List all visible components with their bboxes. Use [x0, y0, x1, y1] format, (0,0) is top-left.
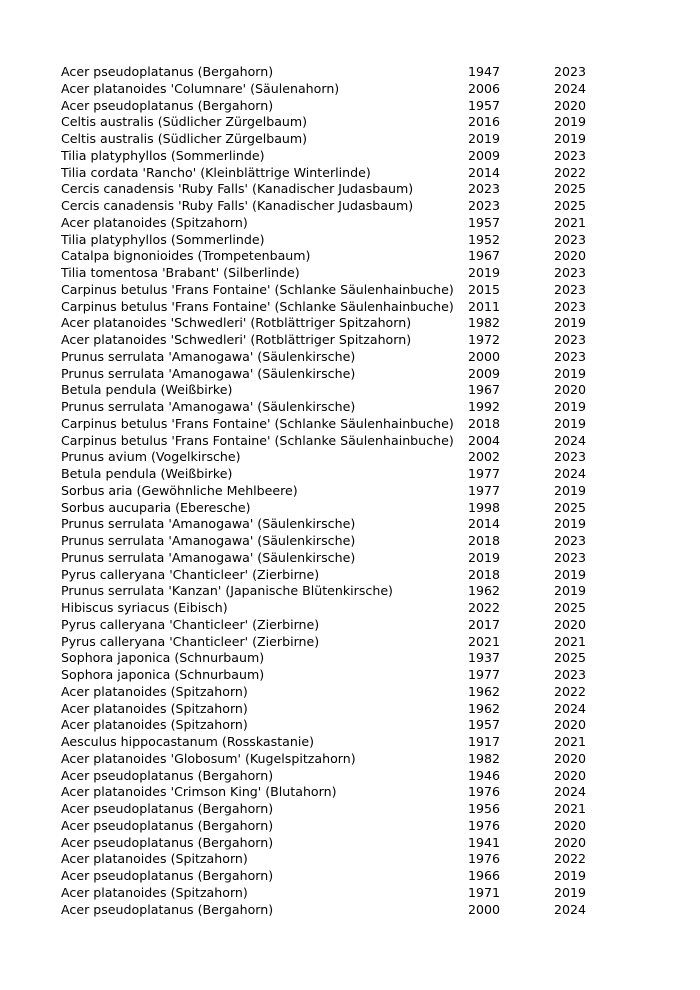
- table-row: [61, 282, 614, 299]
- table-row: [61, 165, 614, 182]
- table-row: [61, 382, 614, 399]
- table-row: [61, 483, 614, 500]
- species-cell: Betula pendula (Weißbirke): [61, 466, 233, 481]
- species-cell: Acer pseudoplatanus (Bergahorn): [61, 817, 274, 833]
- planted-year-cell: 2022: [468, 600, 501, 615]
- species-cell: Tilia platyphyllos (Sommerlinde): [61, 147, 265, 163]
- species-cell: Hibiscus syriacus (Eibisch): [61, 600, 228, 615]
- table-row: [61, 617, 614, 634]
- checked-year-cell: 2021: [554, 801, 587, 816]
- checked-year-cell: 2019: [554, 566, 587, 582]
- planted-year-cell: 1982: [468, 315, 501, 331]
- species-cell: Acer pseudoplatanus (Bergahorn): [61, 64, 274, 79]
- species-cell: Celtis australis (Südlicher Zürgelbaum): [61, 114, 308, 130]
- species-cell: Acer pseudoplatanus (Bergahorn): [61, 767, 274, 783]
- species-cell: Acer platanoides (Spitzahorn): [61, 683, 248, 699]
- planted-year-cell: 1976: [468, 851, 501, 867]
- checked-year-cell: 2019: [554, 884, 587, 900]
- planted-year-cell: 2021: [468, 633, 501, 649]
- species-cell: Catalpa bignonioides (Trompetenbaum): [61, 248, 311, 264]
- checked-year-cell: 2023: [554, 281, 587, 297]
- species-cell: Acer platanoides (Spitzahorn): [61, 851, 248, 867]
- table-row: [61, 198, 614, 215]
- table-row: [61, 851, 614, 868]
- table-row: [61, 500, 614, 517]
- table-row: [61, 600, 614, 617]
- planted-year-cell: 1966: [468, 868, 501, 883]
- checked-year-cell: 2019: [554, 583, 587, 599]
- planted-year-cell: 2023: [468, 198, 501, 213]
- planted-year-cell: 1962: [468, 583, 501, 599]
- planted-year-cell: 2000: [468, 348, 501, 364]
- checked-year-cell: 2021: [554, 734, 587, 749]
- table-row: [61, 181, 614, 198]
- checked-year-cell: 2021: [554, 633, 587, 649]
- table-row: [61, 885, 614, 902]
- checked-year-cell: 2021: [554, 214, 587, 230]
- checked-year-cell: 2022: [554, 851, 587, 867]
- checked-year-cell: 2019: [554, 516, 587, 532]
- planted-year-cell: 1967: [468, 248, 501, 264]
- planted-year-cell: 2006: [468, 80, 501, 96]
- species-cell: Prunus serrulata 'Amanogawa' (Säulenkirsche): [61, 533, 356, 548]
- table-row: [61, 583, 614, 600]
- planted-year-cell: 1977: [468, 667, 501, 682]
- table-row: [61, 332, 614, 349]
- table-row: [61, 818, 614, 835]
- checked-year-cell: 2020: [554, 382, 587, 398]
- planted-year-cell: 2015: [468, 281, 501, 297]
- table-row: [61, 232, 614, 249]
- table-row: [61, 835, 614, 852]
- species-cell: Tilia platyphyllos (Sommerlinde): [61, 231, 265, 247]
- planted-year-cell: 1941: [468, 834, 501, 850]
- planted-year-cell: 1982: [468, 750, 501, 766]
- checked-year-cell: 2020: [554, 767, 587, 783]
- checked-year-cell: 2025: [554, 499, 587, 515]
- checked-year-cell: 2024: [554, 80, 587, 96]
- species-cell: Celtis australis (Südlicher Zürgelbaum): [61, 131, 308, 146]
- table-row: [61, 315, 614, 332]
- species-cell: Sophora japonica (Schnurbaum): [61, 667, 265, 682]
- species-cell: Acer pseudoplatanus (Bergahorn): [61, 801, 274, 816]
- checked-year-cell: 2020: [554, 834, 587, 850]
- species-cell: Betula pendula (Weißbirke): [61, 382, 233, 398]
- table-row: [61, 650, 614, 667]
- species-cell: Carpinus betulus 'Frans Fontaine' (Schlanke Säulenhainbuche): [61, 281, 454, 297]
- table-row: [61, 265, 614, 282]
- planted-year-cell: 2017: [468, 616, 501, 632]
- planted-year-cell: 1946: [468, 767, 501, 783]
- species-cell: Acer platanoides 'Globosum' (Kugelspitzahorn): [61, 750, 356, 766]
- planted-year-cell: 1917: [468, 734, 501, 749]
- checked-year-cell: 2023: [554, 667, 587, 682]
- checked-year-cell: 2025: [554, 650, 587, 666]
- species-cell: Pyrus calleryana 'Chanticleer' (Zierbirne): [61, 633, 320, 649]
- species-cell: Carpinus betulus 'Frans Fontaine' (Schlanke Säulenhainbuche): [61, 415, 454, 431]
- checked-year-cell: 2023: [554, 265, 587, 280]
- checked-year-cell: 2024: [554, 784, 587, 800]
- planted-year-cell: 2004: [468, 432, 501, 448]
- table-row: [61, 64, 614, 81]
- table-row: [61, 449, 614, 466]
- table-row: [61, 215, 614, 232]
- checked-year-cell: 2019: [554, 415, 587, 431]
- species-cell: Pyrus calleryana 'Chanticleer' (Zierbirne): [61, 616, 320, 632]
- table-row: [61, 114, 614, 131]
- species-cell: Acer platanoides (Spitzahorn): [61, 214, 248, 230]
- species-cell: Sophora japonica (Schnurbaum): [61, 650, 265, 666]
- table-row: [61, 416, 614, 433]
- table-row: [61, 349, 614, 366]
- species-cell: Cercis canadensis 'Ruby Falls' (Kanadischer Judasbaum): [61, 181, 414, 197]
- species-cell: Tilia tomentosa 'Brabant' (Silberlinde): [61, 265, 300, 280]
- planted-year-cell: 2019: [468, 549, 501, 565]
- species-cell: Prunus serrulata 'Kanzan' (Japanische Blütenkirsche): [61, 583, 393, 599]
- table-row: [61, 550, 614, 567]
- species-cell: Acer pseudoplatanus (Bergahorn): [61, 901, 274, 917]
- table-row: [61, 516, 614, 533]
- planted-year-cell: 1976: [468, 817, 501, 833]
- table-row: [61, 902, 614, 919]
- planted-year-cell: 1977: [468, 482, 501, 498]
- planted-year-cell: 1957: [468, 97, 501, 113]
- planted-year-cell: 1972: [468, 332, 501, 347]
- species-cell: Acer platanoides 'Schwedleri' (Rotblättriger Spitzahorn): [61, 332, 412, 347]
- checked-year-cell: 2023: [554, 231, 587, 247]
- table-row: [61, 299, 614, 316]
- table-row: [61, 701, 614, 718]
- checked-year-cell: 2025: [554, 198, 587, 213]
- checked-year-cell: 2023: [554, 147, 587, 163]
- species-cell: Acer platanoides (Spitzahorn): [61, 700, 248, 716]
- planted-year-cell: 1977: [468, 466, 501, 481]
- planted-year-cell: 2018: [468, 533, 501, 548]
- checked-year-cell: 2019: [554, 482, 587, 498]
- checked-year-cell: 2022: [554, 683, 587, 699]
- species-cell: Prunus serrulata 'Amanogawa' (Säulenkirsche): [61, 399, 356, 414]
- checked-year-cell: 2020: [554, 248, 587, 264]
- planted-year-cell: 1956: [468, 801, 501, 816]
- checked-year-cell: 2023: [554, 332, 587, 347]
- checked-year-cell: 2023: [554, 298, 587, 314]
- checked-year-cell: 2019: [554, 131, 587, 146]
- checked-year-cell: 2020: [554, 750, 587, 766]
- table-row: [61, 81, 614, 98]
- species-cell: Carpinus betulus 'Frans Fontaine' (Schlanke Säulenhainbuche): [61, 298, 454, 314]
- table-row: [61, 717, 614, 734]
- planted-year-cell: 2011: [468, 298, 501, 314]
- species-cell: Prunus serrulata 'Amanogawa' (Säulenkirsche): [61, 516, 356, 532]
- table-row: [61, 801, 614, 818]
- planted-year-cell: 2014: [468, 516, 501, 532]
- species-cell: Acer platanoides 'Crimson King' (Blutahorn): [61, 784, 337, 800]
- species-cell: Tilia cordata 'Rancho' (Kleinblättrige Winterlinde): [61, 164, 371, 180]
- table-row: [61, 399, 614, 416]
- planted-year-cell: 2000: [468, 901, 501, 917]
- table-row: [61, 366, 614, 383]
- species-cell: Sorbus aria (Gewöhnliche Mehlbeere): [61, 482, 298, 498]
- planted-year-cell: 1971: [468, 884, 501, 900]
- table-row: [61, 433, 614, 450]
- planted-year-cell: 1937: [468, 650, 501, 666]
- species-cell: Prunus serrulata 'Amanogawa' (Säulenkirsche): [61, 365, 356, 381]
- checked-year-cell: 2020: [554, 717, 587, 733]
- planted-year-cell: 2014: [468, 164, 501, 180]
- species-cell: Acer platanoides 'Schwedleri' (Rotblättriger Spitzahorn): [61, 315, 412, 331]
- planted-year-cell: 2016: [468, 114, 501, 130]
- planted-year-cell: 1957: [468, 214, 501, 230]
- species-cell: Aesculus hippocastanum (Rosskastanie): [61, 734, 314, 749]
- table-row: [61, 768, 614, 785]
- tree-table: [61, 64, 614, 918]
- checked-year-cell: 2024: [554, 901, 587, 917]
- checked-year-cell: 2020: [554, 616, 587, 632]
- planted-year-cell: 1947: [468, 64, 501, 79]
- checked-year-cell: 2019: [554, 365, 587, 381]
- checked-year-cell: 2022: [554, 164, 587, 180]
- checked-year-cell: 2024: [554, 700, 587, 716]
- checked-year-cell: 2020: [554, 817, 587, 833]
- species-cell: Acer platanoides 'Columnare' (Säulenahorn): [61, 80, 340, 96]
- planted-year-cell: 2019: [468, 131, 501, 146]
- species-cell: Sorbus aucuparia (Eberesche): [61, 499, 251, 515]
- table-row: [61, 466, 614, 483]
- planted-year-cell: 1998: [468, 499, 501, 515]
- planted-year-cell: 2009: [468, 365, 501, 381]
- checked-year-cell: 2025: [554, 600, 587, 615]
- table-row: [61, 667, 614, 684]
- planted-year-cell: 2002: [468, 449, 501, 465]
- table-row: [61, 98, 614, 115]
- planted-year-cell: 2019: [468, 265, 501, 280]
- table-row: [61, 634, 614, 651]
- checked-year-cell: 2024: [554, 466, 587, 481]
- planted-year-cell: 2018: [468, 566, 501, 582]
- table-row: [61, 784, 614, 801]
- table-row: [61, 734, 614, 751]
- species-cell: Acer pseudoplatanus (Bergahorn): [61, 97, 274, 113]
- planted-year-cell: 1957: [468, 717, 501, 733]
- species-cell: Prunus avium (Vogelkirsche): [61, 449, 241, 465]
- species-cell: Prunus serrulata 'Amanogawa' (Säulenkirsche): [61, 348, 356, 364]
- table-row: [61, 148, 614, 165]
- table-row: [61, 248, 614, 265]
- planted-year-cell: 2018: [468, 415, 501, 431]
- planted-year-cell: 1952: [468, 231, 501, 247]
- table-row: [61, 868, 614, 885]
- species-cell: Acer platanoides (Spitzahorn): [61, 717, 248, 733]
- table-row: [61, 567, 614, 584]
- checked-year-cell: 2025: [554, 181, 587, 197]
- checked-year-cell: 2024: [554, 432, 587, 448]
- species-cell: Acer pseudoplatanus (Bergahorn): [61, 834, 274, 850]
- checked-year-cell: 2020: [554, 97, 587, 113]
- checked-year-cell: 2019: [554, 315, 587, 331]
- species-cell: Acer pseudoplatanus (Bergahorn): [61, 868, 274, 883]
- checked-year-cell: 2023: [554, 449, 587, 465]
- species-cell: Cercis canadensis 'Ruby Falls' (Kanadischer Judasbaum): [61, 198, 414, 213]
- checked-year-cell: 2019: [554, 114, 587, 130]
- species-cell: Prunus serrulata 'Amanogawa' (Säulenkirsche): [61, 549, 356, 565]
- table-row: [61, 533, 614, 550]
- tree-table-body: [61, 64, 614, 918]
- planted-year-cell: 1992: [468, 399, 501, 414]
- planted-year-cell: 1967: [468, 382, 501, 398]
- planted-year-cell: 1976: [468, 784, 501, 800]
- species-cell: Pyrus calleryana 'Chanticleer' (Zierbirne): [61, 566, 320, 582]
- table-row: [61, 684, 614, 701]
- species-cell: Acer platanoides (Spitzahorn): [61, 884, 248, 900]
- planted-year-cell: 1962: [468, 683, 501, 699]
- checked-year-cell: 2023: [554, 549, 587, 565]
- checked-year-cell: 2023: [554, 533, 587, 548]
- planted-year-cell: 2023: [468, 181, 501, 197]
- table-row: [61, 751, 614, 768]
- checked-year-cell: 2023: [554, 64, 587, 79]
- planted-year-cell: 2009: [468, 147, 501, 163]
- checked-year-cell: 2019: [554, 399, 587, 414]
- table-row: [61, 131, 614, 148]
- species-cell: Carpinus betulus 'Frans Fontaine' (Schlanke Säulenhainbuche): [61, 432, 454, 448]
- planted-year-cell: 1962: [468, 700, 501, 716]
- checked-year-cell: 2023: [554, 348, 587, 364]
- checked-year-cell: 2019: [554, 868, 587, 883]
